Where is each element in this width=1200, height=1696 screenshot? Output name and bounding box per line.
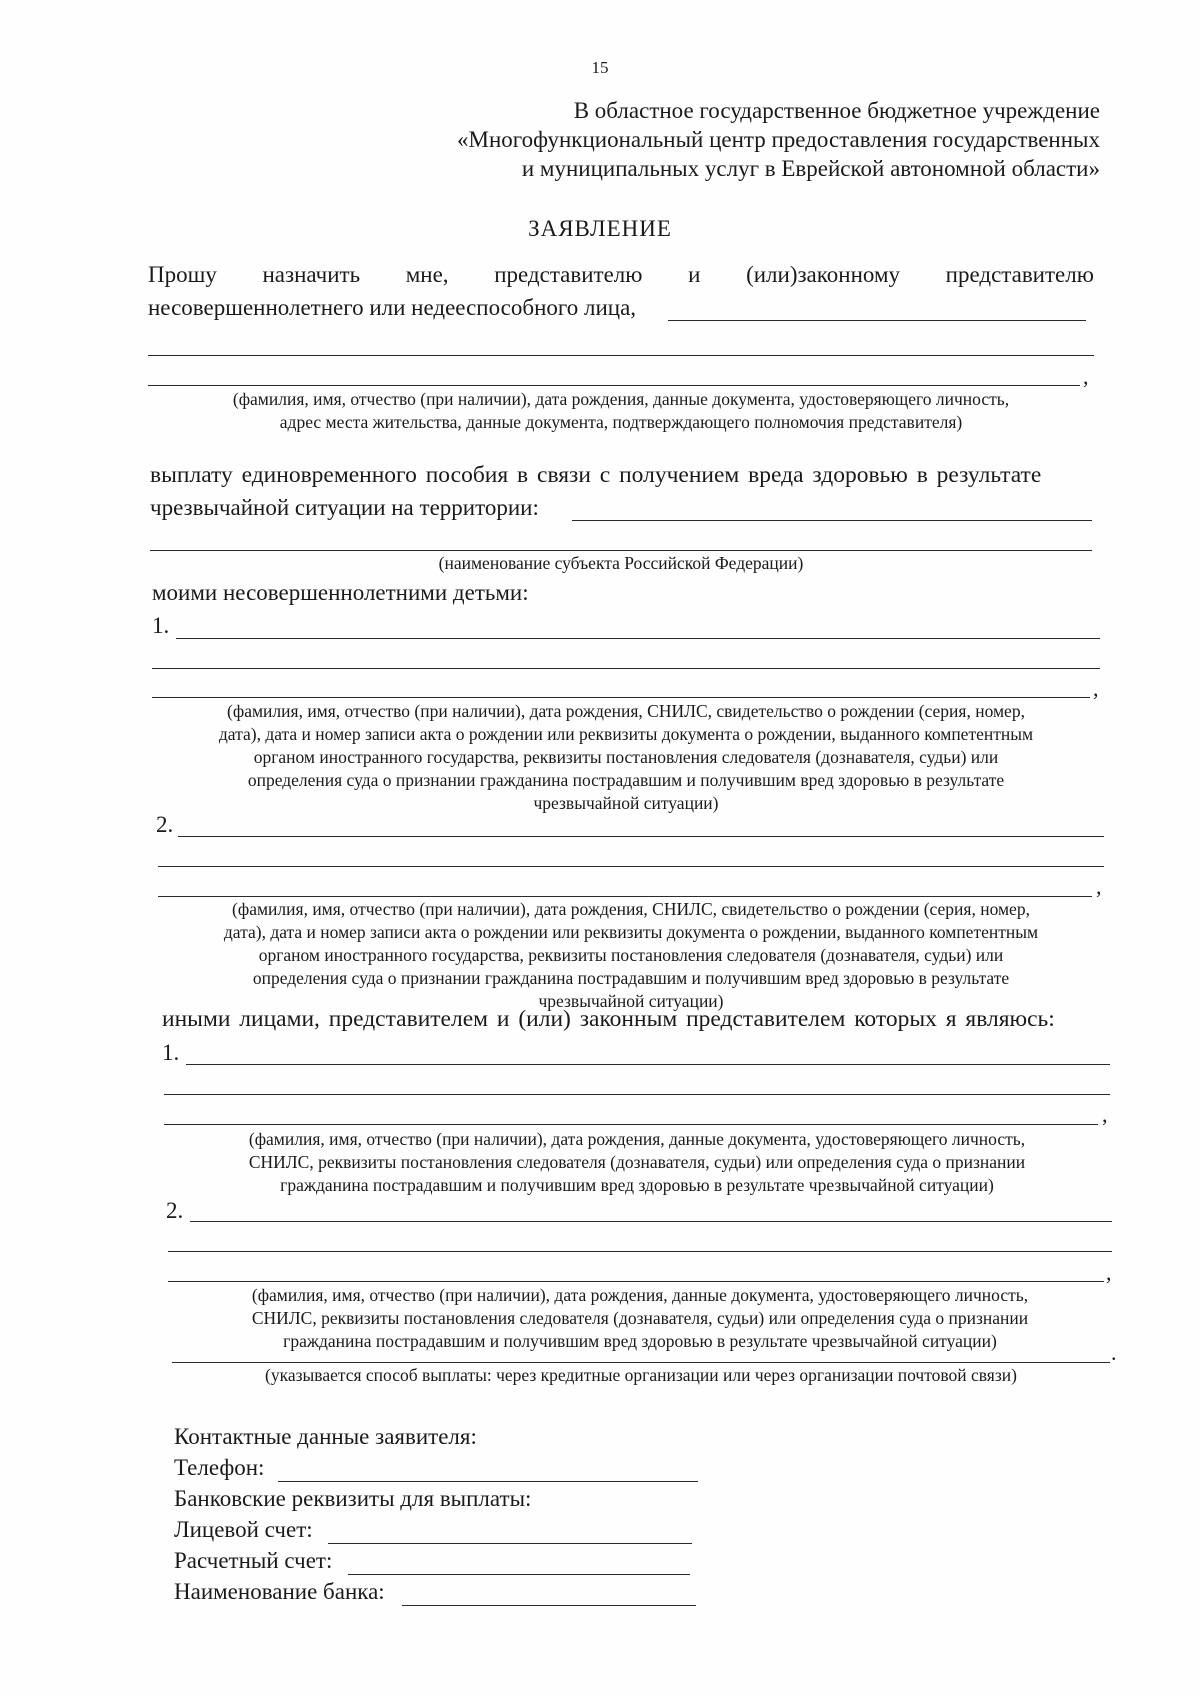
child-2-field-line[interactable] bbox=[158, 866, 1104, 867]
child-2-caption-line: (фамилия, имя, отчество (при наличии), дата рождения, СНИЛС, свидетельство о рождении (серия, номер, bbox=[232, 899, 1030, 919]
child-1-field-line[interactable] bbox=[152, 668, 1100, 669]
applicant-caption-line: (фамилия, имя, отчество (при наличии), дата рождения, данные документа, удостоверяющего личность, bbox=[232, 389, 1010, 409]
territory-caption: (наименование субъекта Российской Федерации) bbox=[438, 553, 804, 573]
bank-name-field-line[interactable] bbox=[402, 1605, 696, 1606]
other-2-number: 2. bbox=[166, 1198, 184, 1223]
settlement-account-field-line[interactable] bbox=[348, 1574, 690, 1575]
phone-field-line[interactable] bbox=[278, 1481, 698, 1482]
addressee-line: «Многофункциональный центр предоставления государственных bbox=[457, 127, 1100, 152]
contacts-heading: Контактные данные заявителя: bbox=[174, 1424, 477, 1449]
child-1-number: 1. bbox=[152, 613, 170, 638]
child-2-caption-line: чрезвычайной ситуации) bbox=[538, 991, 724, 1011]
child-2-number: 2. bbox=[156, 812, 174, 837]
request-word: мне, bbox=[405, 262, 449, 287]
child-1-field-line[interactable] bbox=[152, 697, 1090, 698]
payment-line-1: выплату единовременного пособия в связи с получением вреда здоровью в результате bbox=[150, 462, 1042, 488]
other-2-caption-line: СНИЛС, реквизиты постановления следователя (дознавателя, судьи) или определения суда о признании bbox=[251, 1308, 1029, 1328]
child-1-field-line[interactable] bbox=[176, 638, 1100, 639]
territory-field-line[interactable] bbox=[150, 550, 1092, 551]
payment-line-2: чрезвычайной ситуации на территории: bbox=[150, 495, 539, 520]
applicant-caption-line: адрес места жительства, данные документа, подтверждающего полномочия представителя) bbox=[279, 412, 963, 432]
child-2-caption-line: органом иностранного государства, реквизиты постановления следователя (дознавателя, судьи) или bbox=[258, 945, 1004, 965]
other-1-number: 1. bbox=[162, 1040, 180, 1065]
child-1-caption-line: дата), дата и номер записи акта о рождении или реквизиты документа о рождении, выданного компетентным bbox=[218, 724, 1034, 744]
addressee-line: и муниципальных услуг в Еврейской автономной области» bbox=[521, 156, 1100, 181]
other-1-field-line[interactable] bbox=[186, 1064, 1110, 1065]
other-1-caption-line: гражданина пострадавшим и получившим вред здоровью в результате чрезвычайной ситуации) bbox=[280, 1175, 994, 1195]
child-1-caption-line: определения суда о признании гражданина пострадавшим и получившим вред здоровью в результате bbox=[247, 770, 1005, 790]
child-2-caption-line: дата), дата и номер записи акта о рождении или реквизиты документа о рождении, выданного компетентным bbox=[223, 922, 1039, 942]
applicant-name-field-line[interactable] bbox=[668, 320, 1086, 321]
request-word: представителю bbox=[945, 262, 1094, 287]
other-1-caption-line: (фамилия, имя, отчество (при наличии), дата рождения, данные документа, удостоверяющего личность, bbox=[248, 1129, 1026, 1149]
personal-account-field-line[interactable] bbox=[328, 1543, 692, 1544]
child-2-caption-line: определения суда о признании гражданина пострадавшим и получившим вред здоровью в результате bbox=[252, 968, 1010, 988]
payment-method-field-line[interactable] bbox=[172, 1362, 1110, 1363]
other-2-field-line[interactable] bbox=[168, 1251, 1112, 1252]
other-1-field-line[interactable] bbox=[164, 1094, 1110, 1095]
application-form-page: 15 В областное государственное бюджетное учреждение «Многофункциональный центр предоставления государственных и муниципальных услуг в Еврейской автономной области» ЗАЯВЛЕНИЕ Прошу назначить мне, представителю и (или)законному представителю несовершеннолетнего или недееспособного лица, , (фамилия, имя, отчество (при наличии), дата рождения, данные документа, удостоверяющего личность, адрес места жительства, данные документа, подтверждающего полномочия представителя) выплату единовременного пособия в связи с получением вреда здоровью в результате чрезвычайной ситуации на территории: (наименование субъекта Российской Федерации) моими несовершеннолетними детьми: 1. , (фамилия, имя, отчество (при наличии), дата рождения, СНИЛС, свидетельство о рождении (серия, номер, дата), дата и номер записи акта о рождении или реквизиты документа о рождении, выданного компетентным органом иностранного государства, реквизиты постановления следователя (дознавателя, судьи) или определения суда о признании гражданина пострадавшим и получившим вред здоровью в результате чрезвычайной ситуации) 2. , (фамилия, имя, отчество (при наличии), дата рождения, СНИЛС, свидетельство о рождении (серия, номер, дата), дата и номер записи акта о рождении или реквизиты документа о рождении, выданного компетентным органом иностранного государства, реквизиты постановления следователя (дознавателя, судьи) или определения суда о признании гражданина пострадавшим и получившим вред здоровью в результате чрезвычайной ситуации) иными лицами, представителем и (или) законным представителем которых я являюсь: 1. , (фамилия, имя, отчество (при наличии), дата рождения, данные документа, удостоверяющего личность, СНИЛС, реквизиты постановления следователя (дознавателя, судьи) или определения суда о признании гражданина пострадавшим и получившим вред здоровью в результате чрезвычайной ситуации) 2. , (фамилия, имя, отчество (при наличии), дата рождения, данные документа, удостоверяющего личность, СНИЛС, реквизиты постановления следователя (дознавателя, судьи) или определения суда о признании гражданина пострадавшим и получившим вред здоровью в результате чрезвычайной ситуации) . (указывается способ выплаты: через кредитные организации или через организации почтовой связи) Контактные данные заявителя: Телефон: Банковские реквизиты для выплаты: Лицевой счет: Расчетный счет: Наименование банка: bbox=[0, 0, 1200, 1696]
other-1-field-line[interactable] bbox=[164, 1124, 1098, 1125]
bank-details-heading: Банковские реквизиты для выплаты: bbox=[174, 1486, 532, 1511]
applicant-details-field-line[interactable] bbox=[148, 355, 1094, 356]
other-1-caption-line: СНИЛС, реквизиты постановления следователя (дознавателя, судьи) или определения суда о признании bbox=[248, 1152, 1026, 1172]
page-number: 15 bbox=[591, 58, 609, 77]
others-heading: иными лицами, представителем и (или) законным представителем которых я являюсь: bbox=[162, 1006, 1055, 1032]
child-2-field-line[interactable] bbox=[178, 836, 1104, 837]
other-2-field-line[interactable] bbox=[190, 1221, 1112, 1222]
other-2-field-line[interactable] bbox=[168, 1281, 1104, 1282]
territory-field-line[interactable] bbox=[572, 520, 1092, 521]
payment-method-caption: (указывается способ выплаты: через кредитные организации или через организации почтовой связи) bbox=[265, 1365, 1017, 1385]
children-heading: моими несовершеннолетними детьми: bbox=[152, 580, 529, 605]
addressee-line: В областное государственное бюджетное учреждение bbox=[573, 98, 1100, 123]
request-word: назначить bbox=[262, 262, 361, 287]
applicant-details-field-line[interactable] bbox=[148, 385, 1080, 386]
child-1-caption-line: (фамилия, имя, отчество (при наличии), дата рождения, СНИЛС, свидетельство о рождении (серия, номер, bbox=[227, 701, 1025, 721]
request-line-1 bbox=[148, 262, 1094, 288]
bank-name-label: Наименование банка: bbox=[174, 1579, 385, 1604]
request-word: (или)законному bbox=[746, 262, 901, 287]
personal-account-label: Лицевой счет: bbox=[174, 1517, 313, 1542]
request-word: Прошу bbox=[148, 262, 217, 287]
settlement-account-label: Расчетный счет: bbox=[174, 1548, 333, 1573]
other-2-caption-line: (фамилия, имя, отчество (при наличии), дата рождения, данные документа, удостоверяющего личность, bbox=[251, 1285, 1029, 1305]
child-1-caption-line: чрезвычайной ситуации) bbox=[533, 793, 719, 813]
other-2-caption-line: гражданина пострадавшим и получившим вред здоровью в результате чрезвычайной ситуации) bbox=[283, 1331, 997, 1351]
request-line-2: несовершеннолетнего или недееспособного лица, bbox=[148, 295, 637, 320]
child-2-field-line[interactable] bbox=[158, 896, 1092, 897]
phone-label: Телефон: bbox=[174, 1455, 265, 1480]
child-1-caption-line: органом иностранного государства, реквизиты постановления следователя (дознавателя, судьи) или bbox=[253, 747, 999, 767]
request-word: и bbox=[688, 262, 701, 287]
document-title: ЗАЯВЛЕНИЕ bbox=[528, 216, 672, 241]
request-word: представителю bbox=[494, 262, 643, 287]
addressee-block bbox=[400, 96, 1100, 183]
